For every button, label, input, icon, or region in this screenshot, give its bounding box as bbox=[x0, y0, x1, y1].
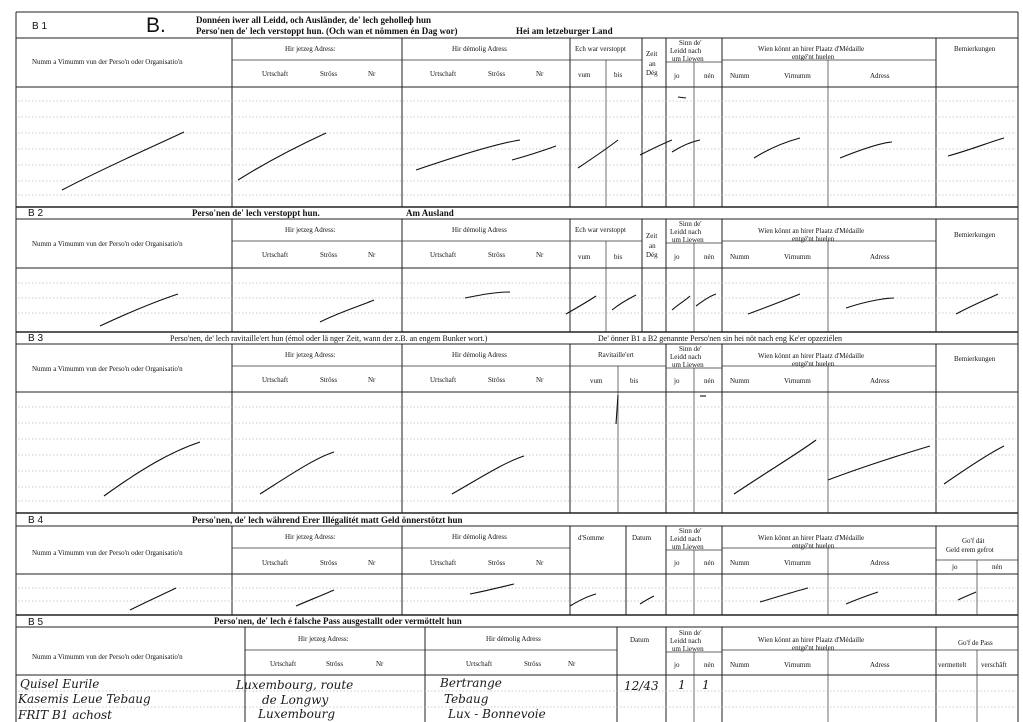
b1-bis: bis bbox=[614, 71, 623, 79]
b1-urtschaft: Urtschaft bbox=[262, 70, 289, 78]
b5-liewen: um Liewen bbox=[672, 645, 704, 653]
section-label-b1: B 1 bbox=[32, 21, 48, 32]
b5-leidd: Leidd nach bbox=[670, 637, 702, 645]
b4-sinn: Sinn de' bbox=[679, 527, 702, 535]
b2-nen: nén bbox=[704, 253, 715, 261]
b3-urtschaft2: Urtschaft bbox=[430, 376, 457, 384]
b5-urtschaft2: Urtschaft bbox=[466, 660, 493, 668]
b5-stross: Ströss bbox=[326, 660, 344, 668]
b3-virnumm: Virnumm bbox=[784, 377, 811, 385]
b5-numm: Numm bbox=[730, 661, 750, 669]
section-label-b5: B 5 bbox=[28, 617, 44, 628]
b2-leidd: Leidd nach bbox=[670, 228, 702, 236]
b5-nr: Nr bbox=[376, 660, 384, 668]
b4-medaille: Wien könnt an hirer Plaatz d'Médaille bbox=[758, 534, 865, 542]
b4-numm: Numm bbox=[730, 559, 750, 567]
hw-date: 12/43 bbox=[624, 679, 659, 693]
b3-jo: jo bbox=[674, 377, 680, 385]
b3-nr2: Nr bbox=[536, 376, 544, 384]
b1-urtschaft2: Urtschaft bbox=[430, 70, 457, 78]
b1-bemierkungen: Bemierkungen bbox=[954, 45, 996, 53]
b4-title: Perso'nen, de' lech während Erer Illégalitét matt Geld önnerstötzt hun bbox=[192, 515, 463, 525]
b3-ravitaille: Ravitaille'ert bbox=[598, 351, 634, 359]
b2-verstoppt: Ech war verstoppt bbox=[575, 226, 626, 234]
hw-former-2: Tebaug bbox=[444, 692, 489, 706]
b3-title: Perso'nen, de' lech ravitaille'ert hun (émol oder lä nger Zeit, wann der z.B. an engem Bunker wort.) bbox=[170, 334, 488, 343]
b2-numm: Numm bbox=[730, 253, 750, 261]
b3-stross2: Ströss bbox=[488, 376, 506, 384]
b4-medaille2: entgé'nt huelen bbox=[792, 542, 835, 550]
b4-nr: Nr bbox=[368, 559, 376, 567]
b3-nr: Nr bbox=[368, 376, 376, 384]
b1-nr: Nr bbox=[368, 70, 376, 78]
b5-medaille: Wien könnt an hirer Plaatz d'Médaille bbox=[758, 636, 865, 644]
b1-liewen: um Liewen bbox=[672, 55, 704, 63]
b2-stross: Ströss bbox=[320, 251, 338, 259]
b3-sinn: Sinn de' bbox=[679, 345, 702, 353]
b2-former-addr: Hir démolig Adress bbox=[452, 226, 507, 234]
b1-medaille2: entgé'nt huelen bbox=[792, 53, 835, 61]
b2-zeit: Zeit bbox=[646, 232, 658, 240]
b1-vum: vum bbox=[578, 71, 591, 79]
b1-deg: Dég bbox=[646, 69, 658, 77]
hw-name-3: FRIT B1 achost bbox=[18, 708, 112, 722]
b2-vum: vum bbox=[578, 253, 591, 261]
section-label-b4: B 4 bbox=[28, 515, 44, 526]
b2-nr: Nr bbox=[368, 251, 376, 259]
b5-pass: Go'f de Pass bbox=[958, 639, 993, 647]
b1-an: an bbox=[649, 60, 656, 68]
b3-bis: bis bbox=[630, 377, 639, 385]
b2-an: an bbox=[649, 242, 656, 250]
b3-adress: Adress bbox=[870, 377, 890, 385]
b4-current-addr: Hir jetzeg Adress: bbox=[285, 533, 336, 541]
b5-verschaft: verschâft bbox=[981, 661, 1007, 669]
b1-nen: nén bbox=[704, 72, 715, 80]
b1-numm: Numm bbox=[730, 72, 750, 80]
b3-current-addr: Hir jetzeg Adress: bbox=[285, 351, 336, 359]
b5-adress: Adress bbox=[870, 661, 890, 669]
b3-stross: Ströss bbox=[320, 376, 338, 384]
b5-nr2: Nr bbox=[568, 660, 576, 668]
b5-former-addr: Hir démolig Adress bbox=[486, 635, 541, 643]
b3-nen: nén bbox=[704, 377, 715, 385]
b4-gof1: Go'f dát bbox=[962, 537, 985, 545]
b5-datum: Datum bbox=[630, 636, 650, 644]
b4-somme: d'Somme bbox=[578, 534, 605, 542]
b3-liewen: um Liewen bbox=[672, 361, 704, 369]
b4-datum: Datum bbox=[632, 534, 652, 542]
b1-sinn: Sinn de' bbox=[679, 39, 702, 47]
b3-medaille2: entgé'nt huelen bbox=[792, 360, 835, 368]
b2-bis: bis bbox=[614, 253, 623, 261]
b2-stross2: Ströss bbox=[488, 251, 506, 259]
b4-virnumm: Virnumm bbox=[784, 559, 811, 567]
b5-jo: jo bbox=[674, 661, 680, 669]
b2-deg: Dég bbox=[646, 251, 658, 259]
b5-title: Perso'nen, de' lech é falsche Pass ausgestallt oder vermöttelt hun bbox=[214, 616, 462, 626]
b2-bemierkungen: Bemierkungen bbox=[954, 231, 996, 239]
hw-current-2: de Longwy bbox=[262, 693, 329, 707]
b3-vum: vum bbox=[590, 377, 603, 385]
b3-title2: De' önner B1 a B2 genannte Perso'nen sin hei nöt nach eng Ke'er opzeziélen bbox=[598, 334, 843, 343]
b1-nr2: Nr bbox=[536, 70, 544, 78]
b2-urtschaft: Urtschaft bbox=[262, 251, 289, 259]
b4-leidd: Leidd nach bbox=[670, 535, 702, 543]
b4-gof2: Geld erem gefrot bbox=[946, 546, 994, 554]
section-label-b2: B 2 bbox=[28, 208, 44, 219]
b2-nr2: Nr bbox=[536, 251, 544, 259]
hw-former-3: Lux - Bonnevoie bbox=[448, 707, 546, 721]
section-label-b3: B 3 bbox=[28, 333, 44, 344]
b5-stross2: Ströss bbox=[524, 660, 542, 668]
b4-liewen: um Liewen bbox=[672, 543, 704, 551]
b4-stross: Ströss bbox=[320, 559, 338, 567]
b2-sinn: Sinn de' bbox=[679, 220, 702, 228]
b1-stross: Ströss bbox=[320, 70, 338, 78]
b4-urtschaft2: Urtschaft bbox=[430, 559, 457, 567]
b4-former-addr: Hir démolig Adress bbox=[452, 533, 507, 541]
b5-nen: nén bbox=[704, 661, 715, 669]
b3-urtschaft: Urtschaft bbox=[262, 376, 289, 384]
b2-medaille2: entgé'nt huelen bbox=[792, 235, 835, 243]
b2-liewen: um Liewen bbox=[672, 236, 704, 244]
b1-name-col: Numm a Vimumm vun der Perso'n oder Organisatio'n bbox=[32, 58, 183, 66]
b2-medaille: Wien könnt an hirer Plaatz d'Médaille bbox=[758, 227, 865, 235]
hw-current-3: Luxembourg bbox=[258, 707, 335, 721]
hw-mark-nen: 1 bbox=[702, 678, 710, 692]
b4-jo2: jo bbox=[952, 563, 958, 571]
hw-mark-jo: 1 bbox=[678, 678, 686, 692]
b1-adress: Adress bbox=[870, 72, 890, 80]
b2-title: Perso'nen de' lech verstoppt hun. bbox=[192, 208, 320, 218]
b5-virnumm: Virnumm bbox=[784, 661, 811, 669]
b3-numm: Numm bbox=[730, 377, 750, 385]
b5-urtschaft: Urtschaft bbox=[270, 660, 297, 668]
b5-vermettelt: vermettelt bbox=[938, 661, 967, 669]
b1-verstoppt: Ech war verstoppt bbox=[575, 45, 626, 53]
b4-urtschaft: Urtschaft bbox=[262, 559, 289, 567]
b3-former-addr: Hir démolig Adress bbox=[452, 351, 507, 359]
b3-bemierkungen: Bemierkungen bbox=[954, 355, 996, 363]
b4-nen2: nén bbox=[992, 563, 1003, 571]
hw-former-1: Bertrange bbox=[440, 676, 502, 690]
b5-medaille2: entgé'nt huelen bbox=[792, 644, 835, 652]
intro-line2: Perso'nen de' lech verstoppt hun. (Och wan et nömmen én Dag wor) bbox=[196, 26, 458, 36]
page-letter: B. bbox=[146, 14, 166, 37]
b2-name-col: Numm a Vimumm vun der Perso'n oder Organisatio'n bbox=[32, 240, 183, 248]
hw-current-1: Luxembourg, route bbox=[236, 678, 354, 692]
b4-adress: Adress bbox=[870, 559, 890, 567]
b1-stross2: Ströss bbox=[488, 70, 506, 78]
b1-former-addr: Hir démolig Adress bbox=[452, 45, 507, 53]
b3-name-col: Numm a Vimumm vun der Perso'n oder Organisatio'n bbox=[32, 365, 183, 373]
b1-jo: jo bbox=[674, 72, 680, 80]
b4-name-col: Numm a Vimumm vun der Perso'n oder Organisatio'n bbox=[32, 549, 183, 557]
b4-nen: nén bbox=[704, 559, 715, 567]
b1-medaille: Wien könnt an hirer Plaatz d'Médaille bbox=[758, 45, 865, 53]
b4-nr2: Nr bbox=[536, 559, 544, 567]
b5-current-addr: Hir jetzeg Adress: bbox=[298, 635, 349, 643]
b2-urtschaft2: Urtschaft bbox=[430, 251, 457, 259]
b1-zeit: Zeit bbox=[646, 50, 658, 58]
intro-line2-b: Hei am letzeburger Land bbox=[516, 26, 613, 36]
b1-leidd: Leidd nach bbox=[670, 47, 702, 55]
b4-jo: jo bbox=[674, 559, 680, 567]
b2-title2: Am Ausland bbox=[406, 208, 454, 218]
b2-current-addr: Hir jetzeg Adress: bbox=[285, 226, 336, 234]
b1-current-addr: Hir jetzeg Adress: bbox=[285, 45, 336, 53]
b2-jo: jo bbox=[674, 253, 680, 261]
hw-name-1: Quisel Eurile bbox=[20, 677, 100, 691]
b1-virnumm: Virnumm bbox=[784, 72, 811, 80]
b4-stross2: Ströss bbox=[488, 559, 506, 567]
b3-medaille: Wien könnt an hirer Plaatz d'Médaille bbox=[758, 352, 865, 360]
b2-virnumm: Virnumm bbox=[784, 253, 811, 261]
b2-adress: Adress bbox=[870, 253, 890, 261]
b5-sinn: Sinn de' bbox=[679, 629, 702, 637]
b5-name-col: Numm a Vimumm vun der Perso'n oder Organisatio'n bbox=[32, 653, 183, 661]
hw-name-2: Kasemis Leue Tebaug bbox=[18, 692, 151, 706]
intro-line1: Donnéen iwer all Leidd, och Ausländer, de' lech geholleф hun bbox=[196, 15, 432, 25]
b3-leidd: Leidd nach bbox=[670, 353, 702, 361]
